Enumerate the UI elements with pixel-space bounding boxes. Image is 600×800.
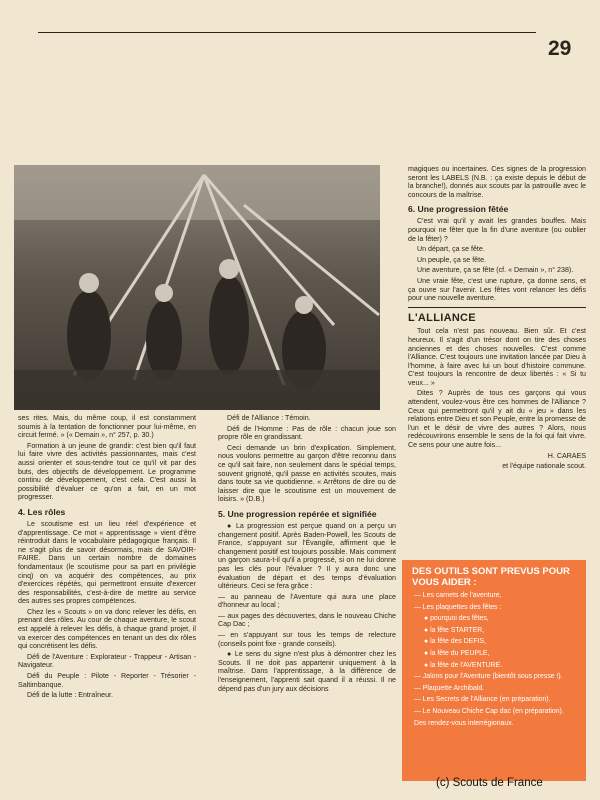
tools-list-item: ● la fête du PEUPLE,	[424, 649, 490, 657]
column-2	[218, 414, 396, 695]
heading-progression-reperee: 5. Une progression repérée et signifiée	[218, 508, 377, 519]
tools-list-item: — Les carnets de l'aventure,	[414, 592, 502, 599]
col2-para-2: ● La progression est perçue quand on a perçu un changement positif. Après Baden-Powell, les Scouts de France, s'appuyant sur l'Évangile, affirment que le changement positif est toujours possible. Mais comment un garçon saura-t-il qu'il a progressé, si on ne lui donne pas les clés pour l'évaluer ? Il y aura donc une évaluation de départ et des temps d'évaluation ultérieurs. Ceci se fera grâce :	[218, 521, 396, 591]
page-number: 29	[548, 37, 572, 60]
col1-para-3: Le scoutisme est un lieu réel d'expérience et d'apprentissage. Ce mot « apprentissage » vient d'être réintroduit dans le vocabulaire pédagogique français. Il ne s'agit plus de savoir désormais, mais de SAVOIR-FAIRE. Dans un certain nombre de domaines fondamentaux (le scoutisme pour sa part en privilégie cinq) on va acquérir des compétences, au prix d'exercices répétés, qui permettront ensuite d'exercer des responsabilités, c'est-à-dire de mettre au service des autres ses propres compétences.	[18, 519, 196, 606]
col3-para-8: Dites ? Auprès de tous ces garçons qui vous attendent, voulez-vous être ces hommes de l'Alliance ? Ceux qui permettront qu'il y ait du « jeu » dans les relations entre Dieu et son Peuple, entre la promesse de l'un et le désir de vivre des autres ? Alors, nous redécouvrirons ensemble le sens de la foi qui fait vivre. Ce sens pour une autre fois...	[408, 389, 586, 450]
col3-para-4: Un peuple, ça se fête.	[417, 255, 487, 264]
tools-list-item: ● la fête de l'AVENTURE.	[424, 661, 503, 669]
col1-para-4: Chez les « Scouts » on va donc relever les défis, en prenant des rôles. Au cour de chaque aventure, le scout est appelé à relever les défis, à chaque grand projet, il va exercer des compétences en tenant un des dix rôles qui concrétisent les défis.	[18, 607, 196, 651]
tools-panel	[402, 560, 586, 781]
tools-list-item: — Les plaquettes des fêtes :	[414, 603, 502, 611]
col3-para-2: C'est vrai qu'il y avait les grandes bouffes. Mais pourquoi ne fêter que la fin d'une aventure (ou oublier de la fêter) ?	[408, 217, 586, 243]
col2-para-3: ● Le sens du signe n'est plus à démontrer chez les Scouts. Il ne doit pas appartenir uniquement à la maîtrise. Dans l'apprentissage, à la différence de l'enseignement, l'apprenti sait quand il a réussi. Il ne dépend pas d'un jury aux décisions	[218, 650, 396, 693]
tools-list-item: ● la fête STARTER,	[424, 626, 485, 634]
tools-list-item: ● pourquoi des fêtes,	[424, 615, 489, 623]
col1-para-2: Formation à un jeune de grandir: c'est bien qu'il faut lui faire vivre des activités passionnantes, mais c'est aussi orienter et sous-tendre tout ce qu'il vit par des buts, des objectifs de développement. Le programme continu de développement, c'est cela. C'est aussi la possibilité d'évaluer ce qu'on a fait, en un mot progresser.	[18, 441, 196, 502]
photo-scouts-building-structure	[14, 165, 380, 410]
col3-para-6: Une vraie fête, c'est une rupture, ça donne sens, et ça ouvre sur l'avenir. Les fêtes vont relancer les défis pour une nouvelle aventure.	[408, 276, 586, 303]
defi-homme: Défi de l'Homme : Pas de rôle : chacun joue son propre rôle en grandissant.	[218, 424, 396, 442]
col1-para-1: ses rites. Mais, du même coup, il est constamment soumis à la tentation de fonctionner pour lui-même, en circuit fermé. » (« Demain », n° 257, p. 30.)	[18, 414, 196, 440]
col3-para-1: magiques ou incertaines. Ces signes de la progression seront les LABELS (N.B. : ça existe depuis le début de la branche!), donnés aux scouts par la patrouille avec le concours de la maîtrise.	[408, 165, 586, 199]
col3-para-5: Une aventure, ça se fête (cf. « Demain », n° 238).	[417, 266, 574, 275]
heading-alliance: L'ALLIANCE	[408, 311, 476, 324]
defi-aventure: Défi de l'Aventure : Explorateur - Trappeur - Artisan - Navigateur.	[18, 652, 196, 670]
defi-alliance: Défi de l'Alliance : Témoin.	[227, 414, 311, 422]
heading-les-roles: 4. Les rôles	[18, 506, 66, 517]
tools-panel-title: DES OUTILS SONT PREVUS POUR VOUS AIDER :	[412, 566, 570, 588]
signature-name: H. CARAES	[547, 451, 586, 460]
col2-item-1: — au panneau de l'Aventure qui aura une place d'honneur au local ;	[218, 592, 396, 610]
heading-progression-fetee: 6. Une progression fêtée	[408, 204, 509, 215]
copyright-credit: (c) Scouts de France	[436, 777, 543, 789]
col2-para-1: Ceci demande un brin d'explication. Simplement, nous voulons permettre au garçon d'être reconnu dans ce qu'il sait faire, non seulement dans le spécial temps, souvent grignoté, qu'il passe en activités scoutes, mais dans toute sa vie quotidienne. « Arrêtons de dire ou de laisser dire que le scoutisme est un mouvement de loisirs. » (D.B.)	[218, 443, 396, 504]
tools-list-item: — Plaquette Archibald.	[414, 684, 485, 692]
tools-list-item: ● la fête des DEFIS,	[424, 638, 486, 646]
col2-item-3: — en s'appuyant sur tous les temps de relecture (conseils point fixe - grande conseils).	[218, 631, 396, 648]
tools-list	[402, 592, 586, 728]
column-1	[18, 414, 196, 702]
signature-team: et l'équipe nationale scout.	[502, 462, 586, 471]
col3-para-7: Tout cela n'est pas nouveau. Bien sûr. Et c'est heureux. Il s'agit d'un trésor dont on tire des choses anciennes et des choses nouvelles. C'est comme l'Alliance. C'est toujours une invitation lancée par Dieu à l'homme, à faire avec lui un bout d'histoire commune. C'est toujours la rencontre de deux libertés : « Si tu veux... »	[408, 327, 586, 387]
tools-list-item: — Le Nouveau Chiche Cap dac (en préparation).	[414, 707, 564, 715]
column-3	[408, 165, 586, 473]
defi-lutte: Défi de la lutte : Entraîneur.	[27, 691, 113, 700]
tools-list-item: — Les Secrets de l'Alliance (en préparation).	[414, 696, 551, 704]
header-rule	[38, 32, 536, 33]
tools-list-item: — Jalons pour l'Aventure (bientôt sous presse !).	[414, 673, 563, 681]
col3-para-3: Un départ, ça se fête.	[417, 245, 485, 254]
signature	[408, 452, 586, 471]
tools-list-item: Des rendez-vous interrégionaux.	[414, 719, 514, 727]
col2-item-2: — aux pages des découvertes, dans le nouveau Chiche Cap Dac ;	[218, 611, 396, 629]
section-rule	[408, 307, 586, 308]
defi-peuple: Défi du Peuple : Pilote - Reporter - Trésorier - Saltimbanque.	[18, 672, 196, 689]
